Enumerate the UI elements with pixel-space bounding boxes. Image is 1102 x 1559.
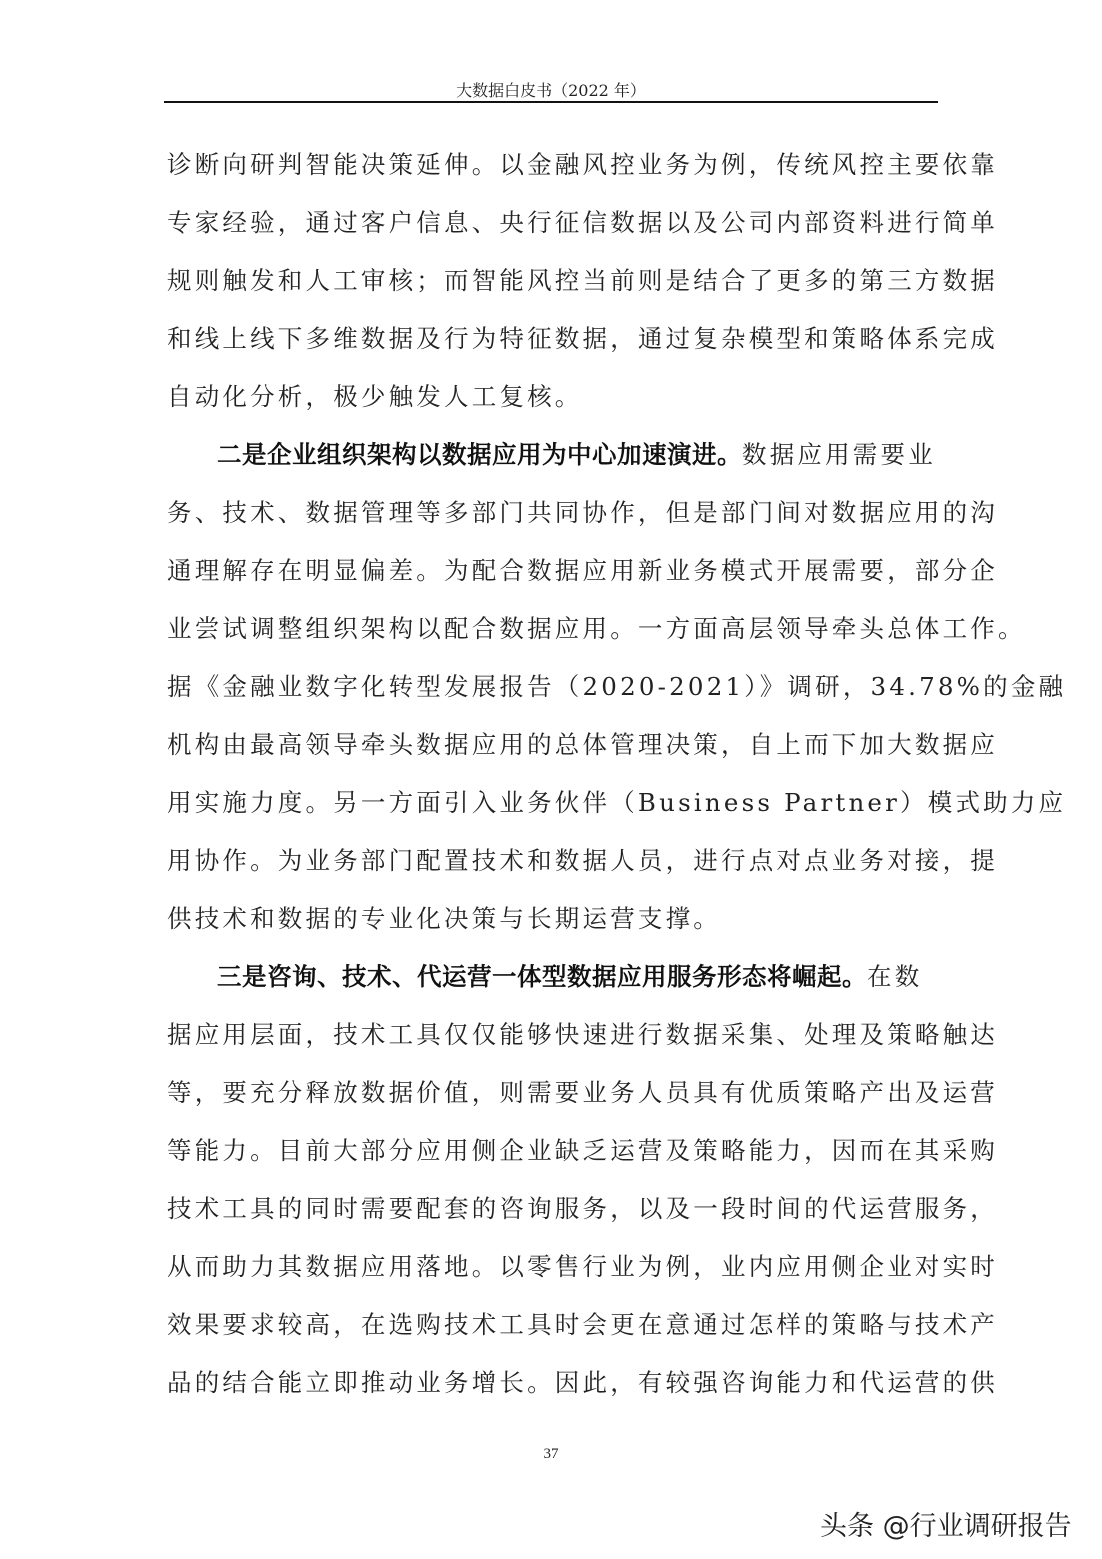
text-line: 机构由最高领导牵头数据应用的总体管理决策，自上而下加大数据应: [167, 730, 998, 759]
header-divider: [164, 101, 938, 103]
text-line: 规则触发和人工审核；而智能风控当前则是结合了更多的第三方数据: [167, 266, 998, 295]
text-line: 自动化分析，极少触发人工复核。: [167, 382, 583, 411]
page-number: 37: [543, 1446, 559, 1462]
text-line: 业尝试调整组织架构以配合数据应用。一方面高层领导牵头总体工作。: [167, 614, 1026, 643]
text-line: 等能力。目前大部分应用侧企业缺乏运营及策略能力，因而在其采购: [167, 1136, 998, 1165]
text-line: 专家经验，通过客户信息、央行征信数据以及公司内部资料进行简单: [167, 208, 998, 237]
text-line: 诊断向研判智能决策延伸。以金融风控业务为例，传统风控主要依靠: [167, 150, 998, 179]
bold-lead: 三是咨询、技术、代运营一体型数据应用服务形态将崛起。: [217, 962, 867, 991]
paragraph-heading-line: 三是咨询、技术、代运营一体型数据应用服务形态将崛起。在数: [217, 962, 923, 991]
text-line: 技术工具的同时需要配套的咨询服务，以及一段时间的代运营服务，: [167, 1194, 998, 1223]
text-line: 从而助力其数据应用落地。以零售行业为例，业内应用侧企业对实时: [167, 1252, 998, 1281]
text-line: 据应用层面，技术工具仅仅能够快速进行数据采集、处理及策略触达: [167, 1020, 998, 1049]
text-line: 据《金融业数字化转型发展报告（2020-2021）》调研，34.78%的金融: [167, 672, 1067, 701]
body-text: [167, 136, 1067, 1412]
text-line: 品的结合能立即推动业务增长。因此，有较强咨询能力和代运营的供: [167, 1368, 998, 1397]
text-line: 通理解存在明显偏差。为配合数据应用新业务模式开展需要，部分企: [167, 556, 998, 585]
text-line: 等，要充分释放数据价值，则需要业务人员具有优质策略产出及运营: [167, 1078, 998, 1107]
watermark: 头条 @行业调研报告: [820, 1511, 1072, 1542]
text-line: 务、技术、数据管理等多部门共同协作，但是部门间对数据应用的沟: [167, 498, 998, 527]
bold-lead: 二是企业组织架构以数据应用为中心加速演进。: [217, 440, 742, 469]
text-line: 用协作。为业务部门配置技术和数据人员，进行点对点业务对接，提: [167, 846, 998, 875]
text-line: 供技术和数据的专业化决策与长期运营支撑。: [167, 904, 721, 933]
text-line: 效果要求较高，在选购技术工具时会更在意通过怎样的策略与技术产: [167, 1310, 998, 1339]
text-line: 和线上线下多维数据及行为特征数据，通过复杂模型和策略体系完成: [167, 324, 998, 353]
text-line: 用实施力度。另一方面引入业务伙伴（Business Partner）模式助力应: [167, 788, 1067, 817]
page-header-title: 大数据白皮书（2022 年）: [456, 81, 646, 100]
paragraph-heading-line: 二是企业组织架构以数据应用为中心加速演进。数据应用需要业: [217, 440, 936, 469]
